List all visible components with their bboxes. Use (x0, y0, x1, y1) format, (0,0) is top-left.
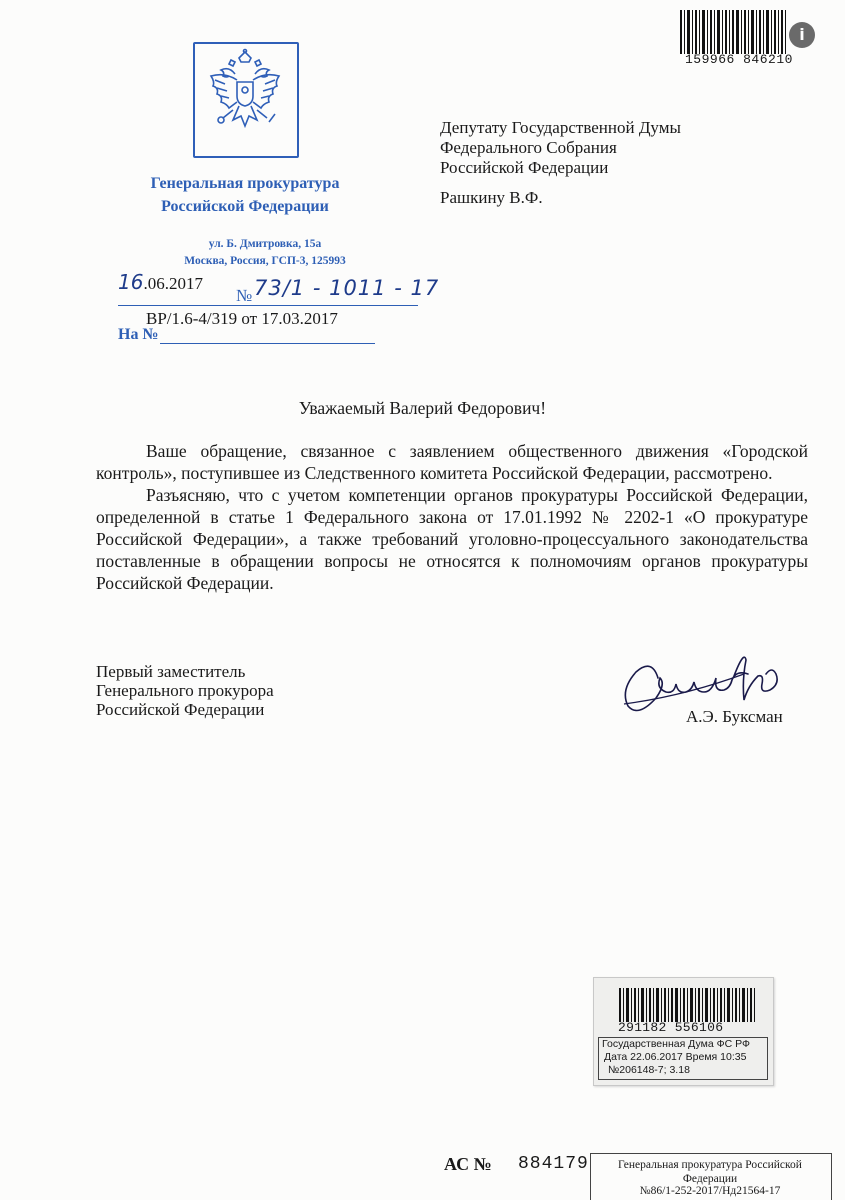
stamp-barcode (619, 988, 759, 1022)
handwritten-signature (614, 638, 814, 718)
info-icon[interactable]: i (789, 22, 815, 48)
addressee-line1: Депутату Государственной Думы (440, 118, 681, 137)
sender-org-line1: Генеральная прокуратура (150, 175, 340, 192)
addressee-line2: Федерального Собрания (440, 138, 617, 157)
signatory-name: А.Э. Буксман (686, 707, 783, 726)
signatory-title-line2: Генерального прокурора (96, 681, 274, 700)
letter-body (96, 440, 808, 594)
addressee-block (440, 118, 681, 178)
signatory-title (96, 662, 274, 719)
double-headed-eagle-icon (201, 48, 289, 148)
sender-address-line1: ул. Б. Дмитровка, 15а (208, 238, 322, 250)
reference-line: ВР/1.6-4/319 от 17.03.2017 (146, 309, 338, 328)
ac-number: 884179 (518, 1154, 589, 1174)
addressee-name: Рашкину В.Ф. (440, 188, 543, 207)
outgoing-number-handwritten: 73/1 - 1011 - 17 (254, 276, 440, 300)
date-rest: .06.2017 (143, 274, 203, 293)
paragraph-2: Разъясняю, что с учетом компетенции органов прокуратуры Российской Федерации, определенной в статье 1 Федерального закона от 17.01.1992 № 2202-1 «О прокуратуре Российской Федерации», а также требований уголовно-процессуального законодательства поставленные в обращении вопросы не относятся к полномочиям органов прокуратуры Российской Федерации. (96, 485, 808, 593)
na-underline (160, 343, 375, 344)
date-day-handwritten: 16 (118, 270, 144, 294)
stamp-line2: Дата 22.06.2017 Время 10:35 (604, 1051, 747, 1063)
stamp-barcode-number: 291182 556106 (618, 1020, 724, 1035)
stamp-line3: №206148-7; 3.18 (608, 1064, 690, 1076)
paragraph-1: Ваше обращение, связанное с заявлением общественного движения «Городской контроль», поступившее из Следственного комитета Российской Федерации, рассмотрено. (96, 441, 808, 483)
registry-line2: №86/1-252-2017/Нд21564-17 (639, 1185, 781, 1197)
outgoing-date (118, 270, 203, 294)
signatory-title-line3: Российской Федерации (96, 700, 265, 719)
sender-address (140, 236, 390, 270)
stamp-line1: Государственная Дума ФС РФ (602, 1038, 750, 1050)
ac-number-label: АС № (444, 1154, 492, 1174)
addressee-line3: Российской Федерации (440, 158, 609, 177)
signatory-title-line1: Первый заместитель (96, 662, 246, 681)
number-label: № (236, 286, 253, 305)
registry-line1: Генеральная прокуратура Российской Федерации (618, 1159, 802, 1185)
salutation: Уважаемый Валерий Федорович! (298, 398, 547, 418)
sender-organization (100, 172, 390, 218)
sender-address-line2: Москва, Россия, ГСП-3, 125993 (184, 255, 346, 267)
barcode-top-number: 159966 846210 (685, 52, 793, 67)
outgoing-number-label (236, 286, 252, 306)
sender-org-line2: Российской Федерации (161, 198, 329, 215)
number-underline (118, 305, 418, 306)
na-label: На № (118, 326, 159, 343)
